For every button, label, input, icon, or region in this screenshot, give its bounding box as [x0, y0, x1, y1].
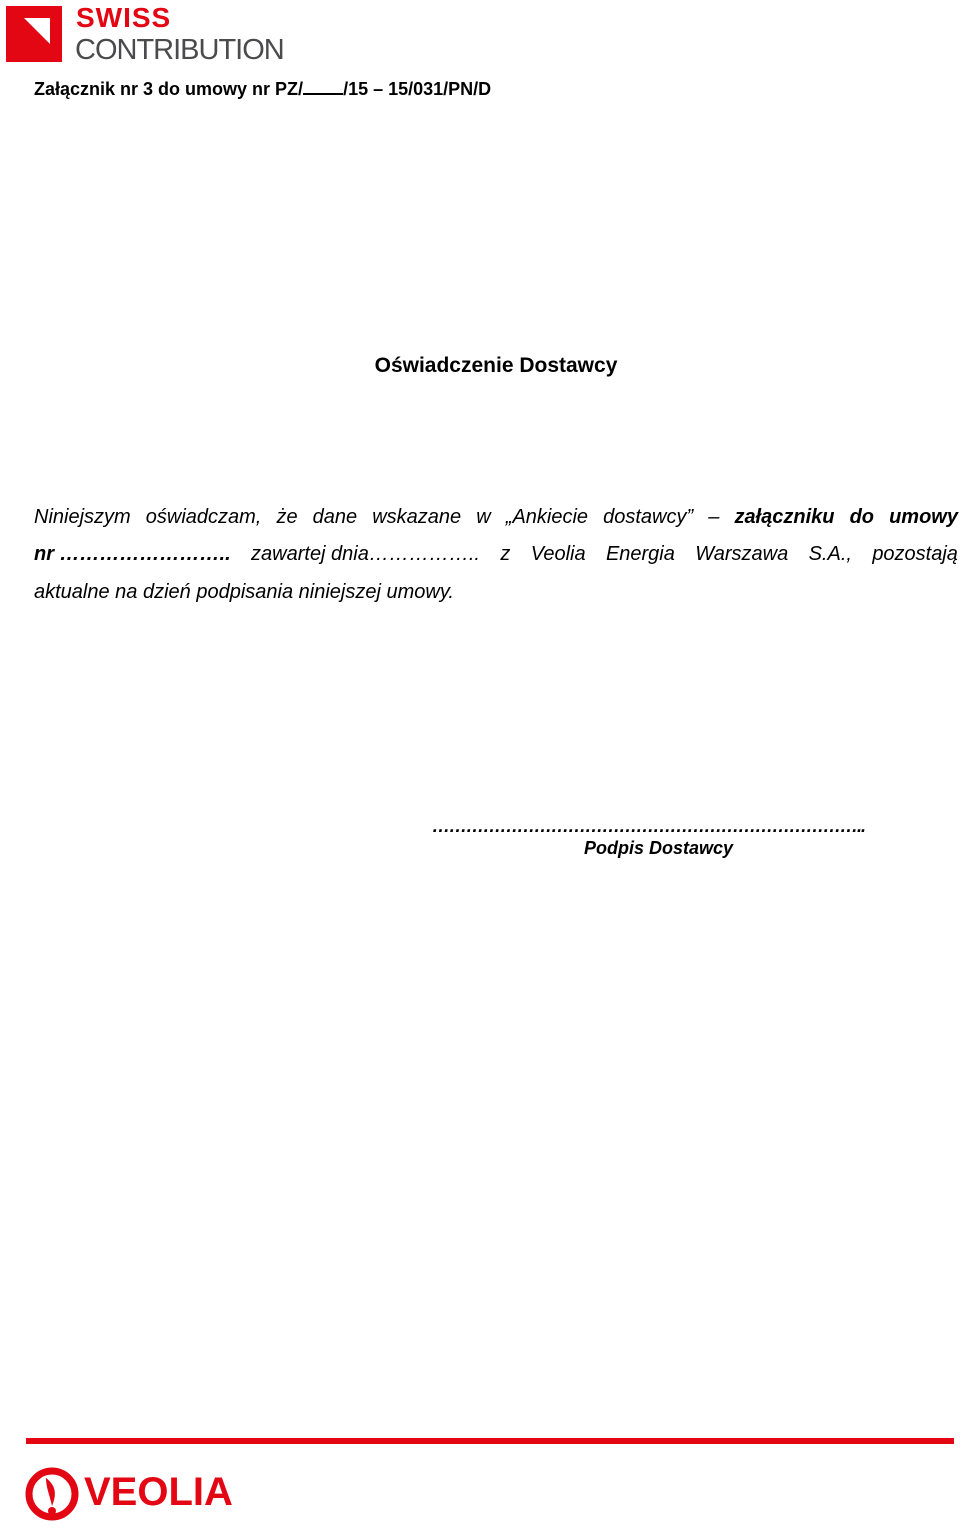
statement-word: dane [312, 506, 358, 528]
veolia-logo [24, 1466, 254, 1524]
swiss-logo-mark-icon [6, 6, 62, 62]
statement-word: że [276, 506, 298, 528]
statement-word: pozostają [872, 543, 958, 565]
statement-word: umowy [889, 506, 958, 528]
statement-word: oświadczam, [145, 506, 262, 528]
document-title: Oświadczenie Dostawcy [374, 354, 618, 377]
statement-word: Energia [605, 543, 675, 565]
attachment-reference [34, 79, 491, 100]
statement-line-3: aktualne na dzień podpisania niniejszej umowy. [34, 581, 454, 603]
statement-word: Veolia [530, 543, 586, 565]
statement-word: dostawcy” [603, 506, 694, 528]
statement-word: załączniku [734, 506, 835, 528]
statement-line-2 [34, 543, 958, 566]
statement-line-1 [34, 506, 958, 529]
reference-prefix: Załącznik nr 3 do umowy nr PZ/ [34, 79, 304, 99]
statement-word: w [476, 506, 491, 528]
signature-line: ………………………………………………………………….. [432, 816, 866, 836]
signature-label: Podpis Dostawcy [584, 838, 734, 858]
statement-word: Warszawa [695, 543, 789, 565]
statement-word: „Ankiecie [505, 506, 589, 528]
swiss-contribution-logo [6, 2, 306, 68]
statement-word: Niniejszym [34, 506, 131, 528]
statement-word: do [849, 506, 874, 528]
statement-word: nr …………………….. [34, 543, 231, 565]
statement-word: zawartej dnia…………….. [251, 543, 480, 565]
statement-word: z [500, 543, 511, 565]
statement-word: wskazane [372, 506, 462, 528]
statement-word: – [708, 506, 720, 528]
logo-line-swiss: SWISS [76, 2, 172, 33]
footer-divider [26, 1438, 954, 1444]
reference-blank-field [303, 79, 343, 95]
reference-suffix: /15 – 15/031/PN/D [343, 79, 492, 99]
veolia-wordmark: VEOLIA [84, 1470, 233, 1514]
statement-word: S.A., [808, 543, 852, 565]
veolia-logo-mark-icon [24, 1466, 80, 1522]
logo-line-contribution: CONTRIBUTION [75, 34, 284, 66]
